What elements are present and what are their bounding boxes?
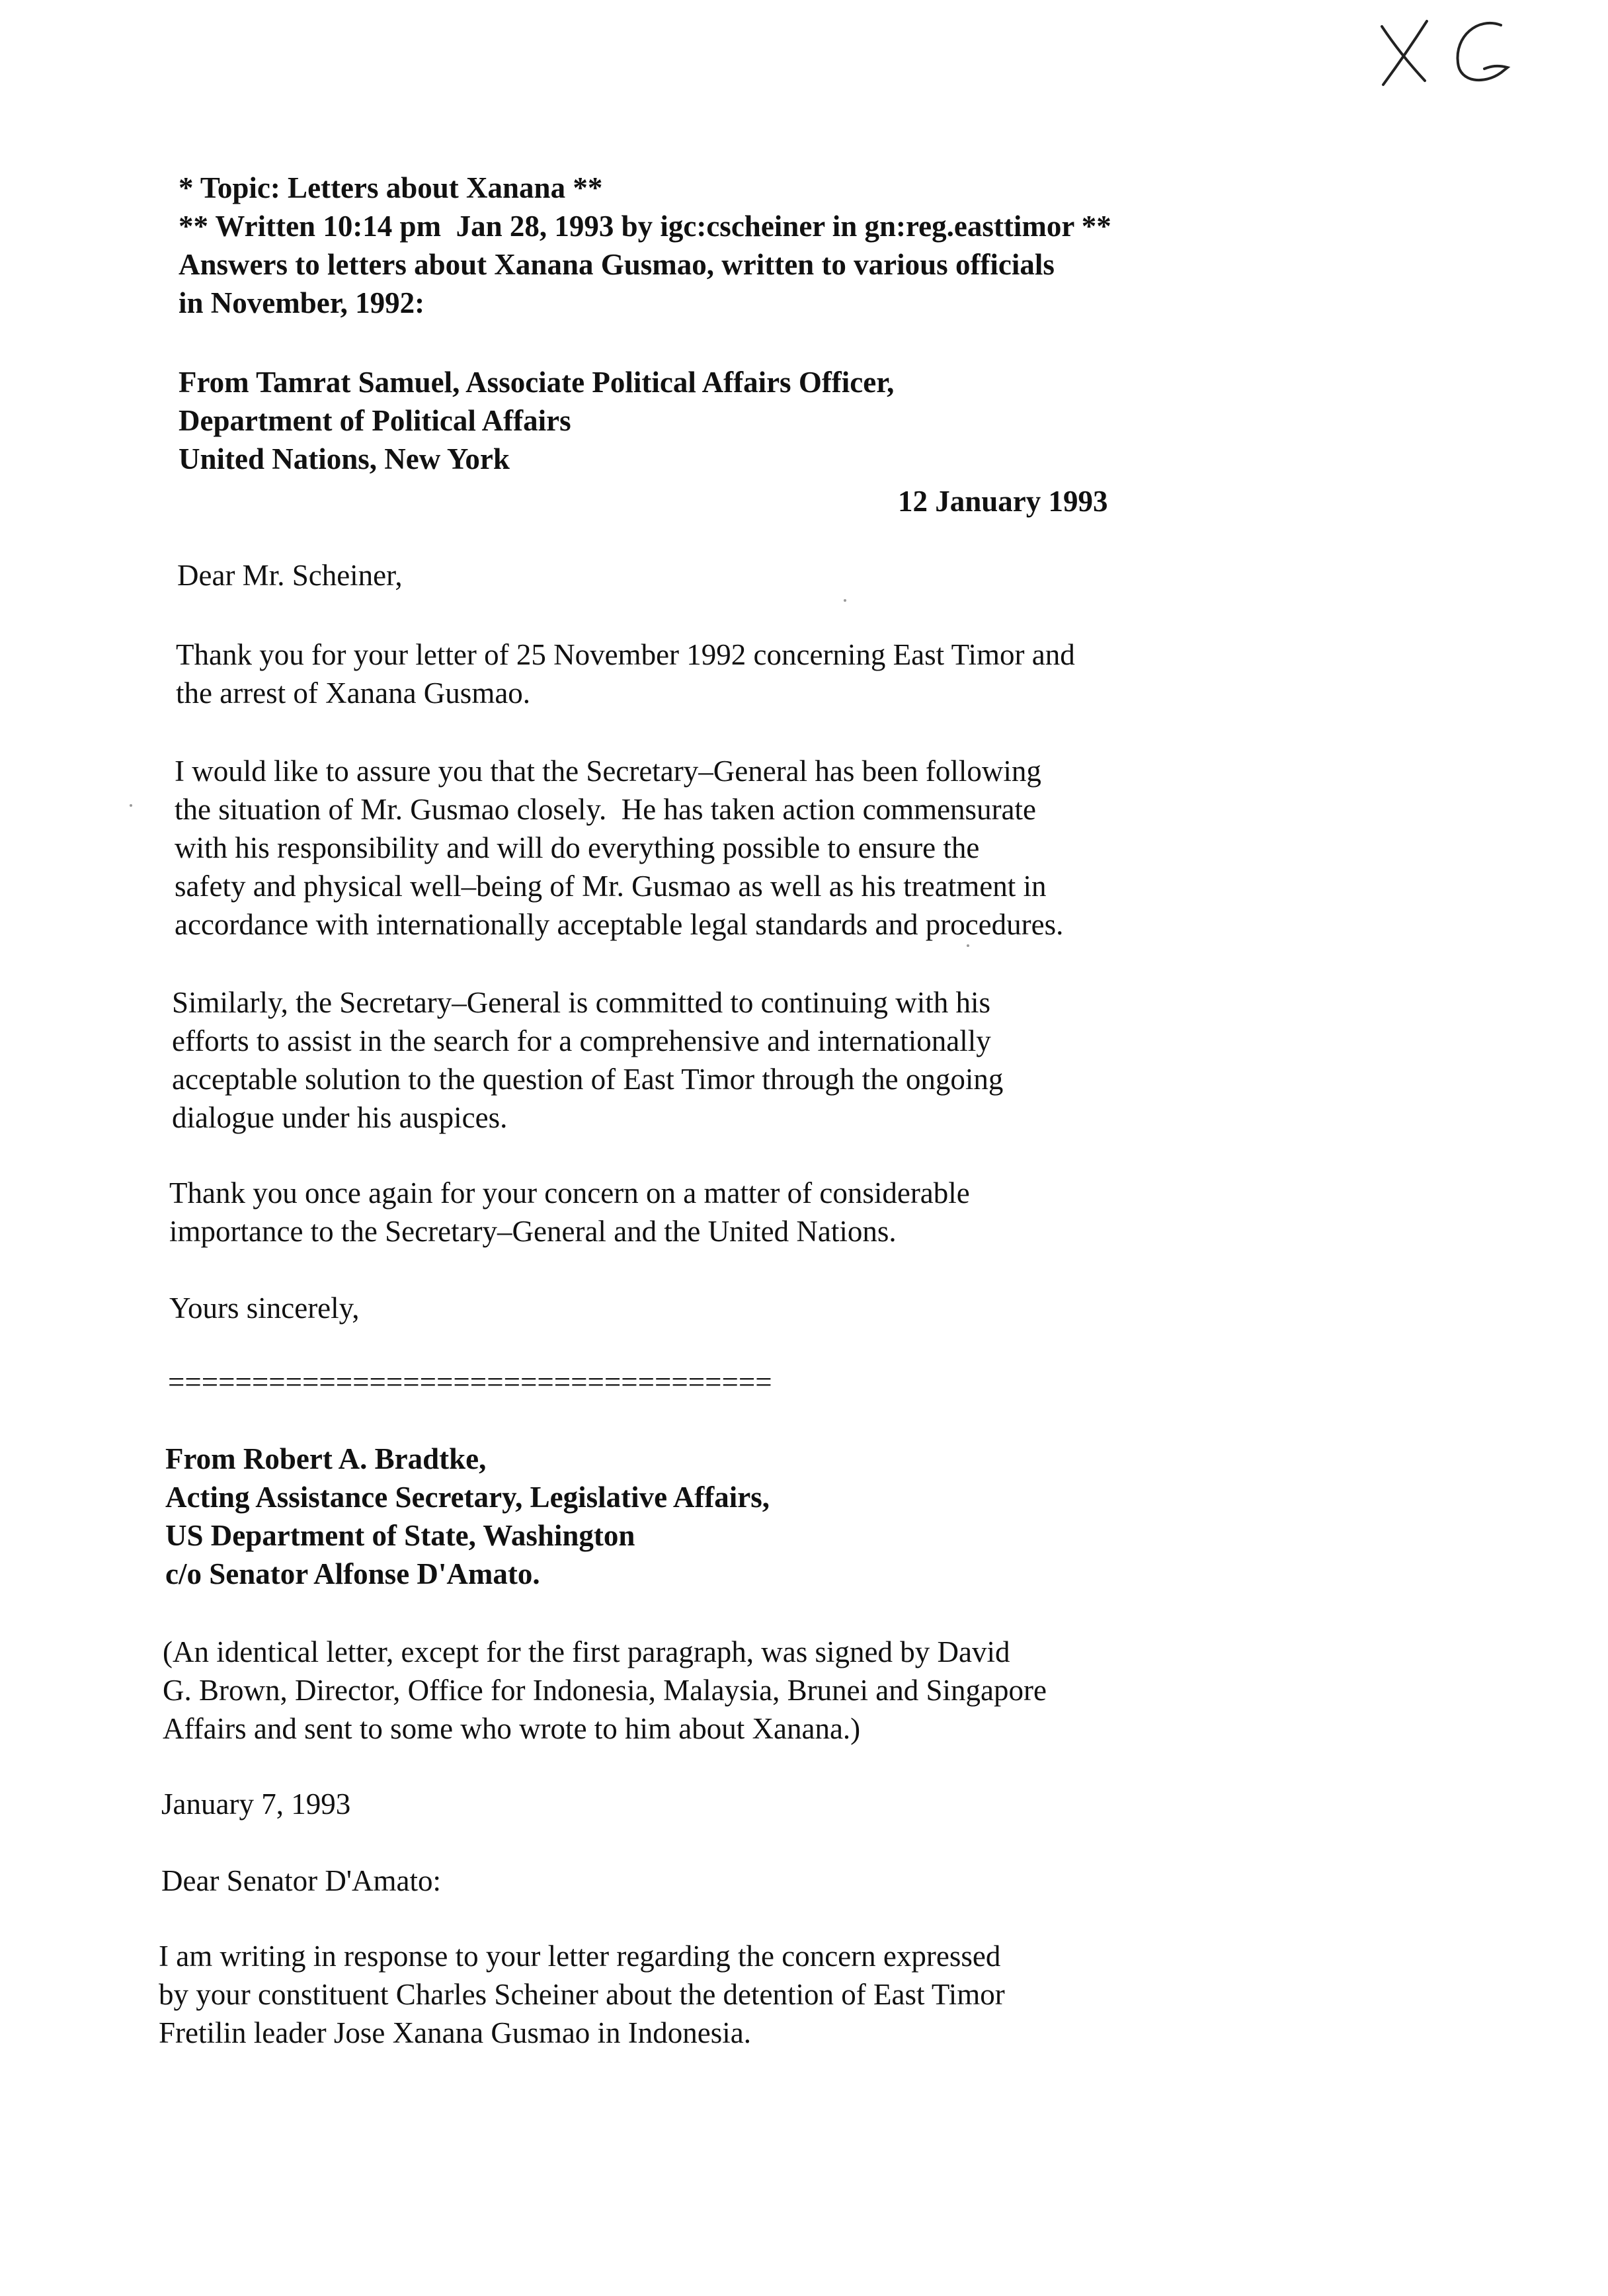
letter1-p2-line-5: accordance with internationally acceptable legal standards and procedures.: [175, 908, 1064, 941]
letter2-note-line-1: (An identical letter, except for the first paragraph, was signed by David: [163, 1635, 1010, 1668]
letter1-salutation: Dear Mr. Scheiner,: [177, 559, 403, 592]
letter2-note-line-3: Affairs and sent to some who wrote to him about Xanana.): [163, 1712, 861, 1745]
handwritten-initials-mark: [1369, 7, 1527, 93]
letter2-date: January 7, 1993: [161, 1787, 351, 1821]
intro-line-2: in November, 1992:: [179, 286, 425, 319]
scan-speck: [844, 599, 846, 602]
letter1-p4-line-1: Thank you once again for your concern on a matter of considerable: [169, 1176, 970, 1210]
letter1-p2-line-2: the situation of Mr. Gusmao closely. He has taken action commensurate: [175, 793, 1037, 826]
letter2-p1-line-3: Fretilin leader Jose Xanana Gusmao in Indonesia.: [159, 2016, 752, 2049]
letter1-closing: Yours sincerely,: [169, 1292, 360, 1325]
intro-line-1: Answers to letters about Xanana Gusmao, written to various officials: [179, 248, 1055, 281]
letter1-p1-line-1: Thank you for your letter of 25 November 1992 concerning East Timor and: [176, 638, 1075, 671]
separator-line: ====================================: [168, 1366, 772, 1399]
letter1-p3-line-3: acceptable solution to the question of East Timor through the ongoing: [172, 1063, 1004, 1096]
letter1-p4-line-2: importance to the Secretary–General and the United Nations.: [169, 1215, 897, 1248]
letter1-p3-line-1: Similarly, the Secretary–General is committed to continuing with his: [172, 986, 991, 1019]
letter2-from-line-3: US Department of State, Washington: [165, 1519, 635, 1552]
letter2-from-line-2: Acting Assistance Secretary, Legislative Affairs,: [165, 1481, 770, 1514]
scan-speck: [130, 804, 132, 807]
letter1-p2-line-1: I would like to assure you that the Secretary–General has been following: [175, 755, 1041, 788]
letter2-p1-line-2: by your constituent Charles Scheiner about the detention of East Timor: [159, 1978, 1005, 2011]
letter2-from-line-1: From Robert A. Bradtke,: [165, 1442, 487, 1475]
letter2-p1-line-1: I am writing in response to your letter regarding the concern expressed: [159, 1940, 1001, 1973]
letter1-p1-line-2: the arrest of Xanana Gusmao.: [176, 676, 531, 710]
letter1-p3-line-4: dialogue under his auspices.: [172, 1101, 508, 1134]
scan-speck: [967, 944, 969, 947]
letter1-from-line-3: United Nations, New York: [179, 442, 510, 475]
letter1-from-line-2: Department of Political Affairs: [179, 404, 571, 437]
written-line: ** Written 10:14 pm Jan 28, 1993 by igc:cscheiner in gn:reg.easttimor **: [179, 210, 1111, 243]
letter1-p3-line-2: efforts to assist in the search for a comprehensive and internationally: [172, 1024, 991, 1057]
letter2-note-line-2: G. Brown, Director, Office for Indonesia, Malaysia, Brunei and Singapore: [163, 1674, 1047, 1707]
letter1-p2-line-3: with his responsibility and will do everything possible to ensure the: [175, 831, 980, 864]
letter2-from-line-4: c/o Senator Alfonse D'Amato.: [165, 1557, 540, 1590]
letter1-p2-line-4: safety and physical well–being of Mr. Gusmao as well as his treatment in: [175, 870, 1047, 903]
letter1-date: 12 January 1993: [898, 485, 1108, 518]
topic-line: * Topic: Letters about Xanana **: [179, 171, 603, 204]
letter1-from-line-1: From Tamrat Samuel, Associate Political Affairs Officer,: [179, 366, 895, 399]
letter2-salutation: Dear Senator D'Amato:: [161, 1864, 441, 1897]
